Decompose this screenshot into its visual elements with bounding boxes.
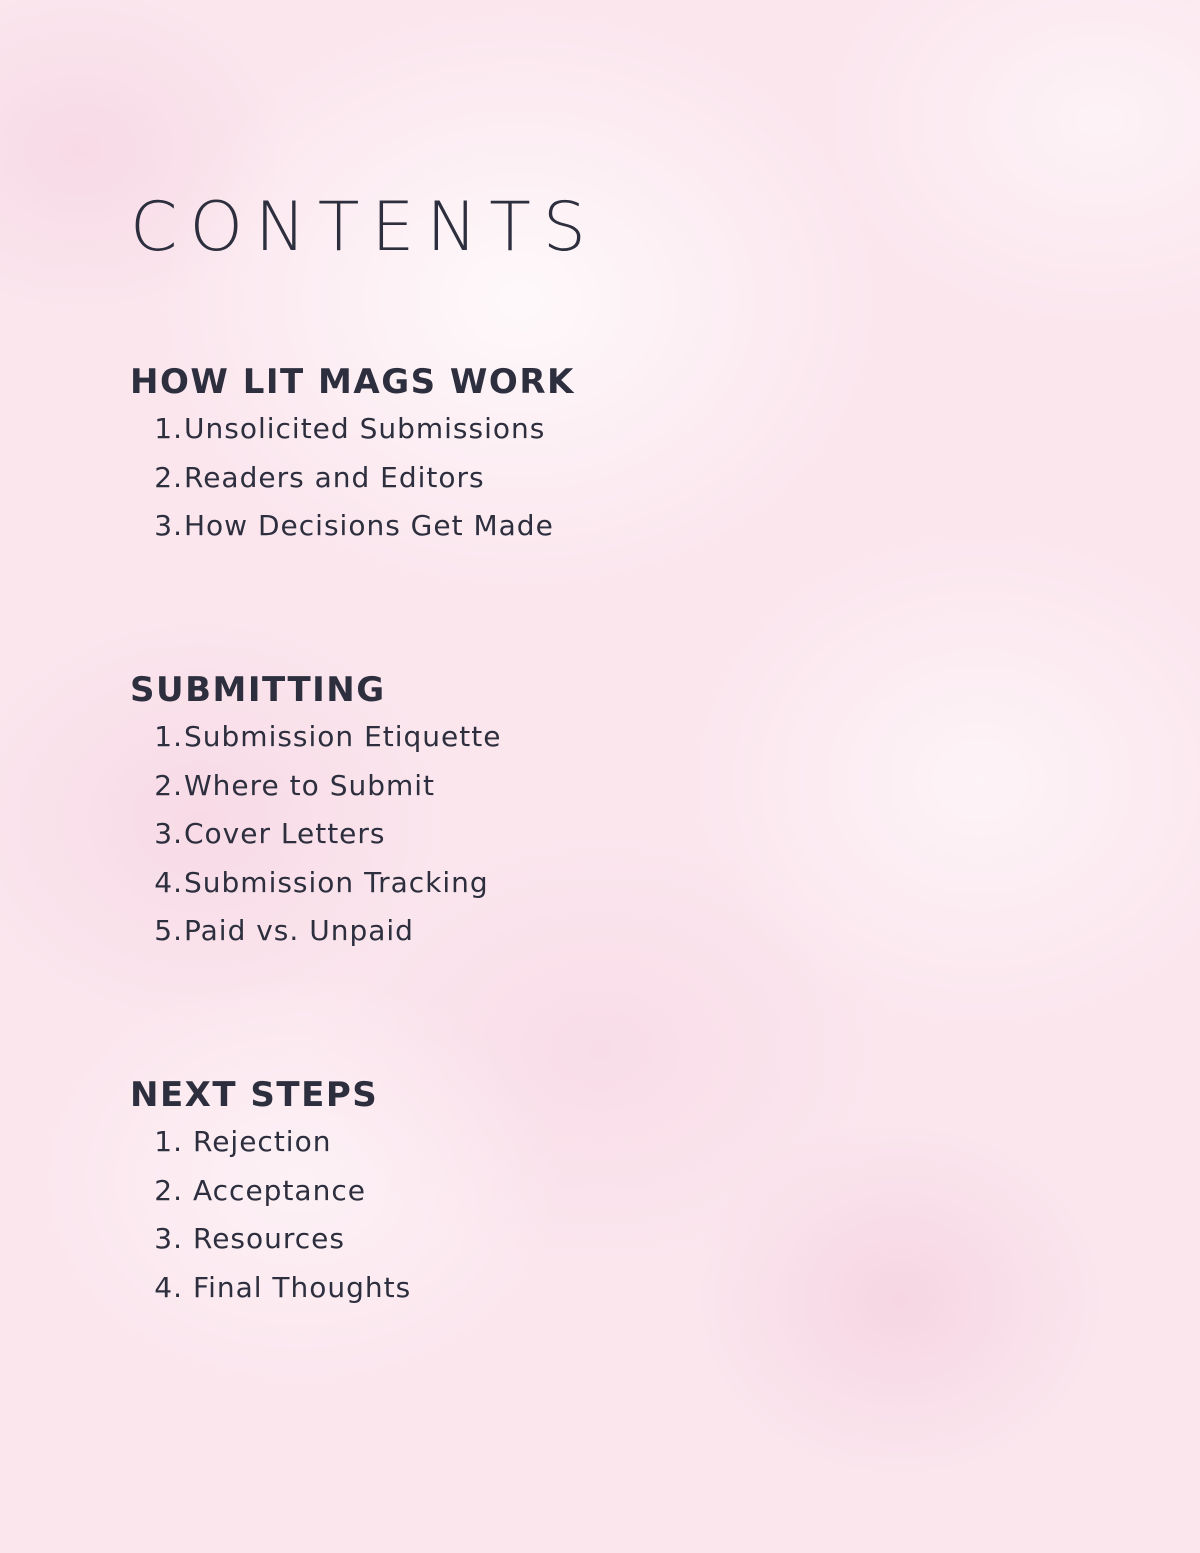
toc-item-number: 2. bbox=[154, 460, 183, 494]
toc-item-number: 1. bbox=[154, 720, 183, 753]
toc-item-number: 2. bbox=[154, 1173, 183, 1207]
toc-item-number: 3. bbox=[154, 817, 183, 850]
toc-list bbox=[130, 720, 501, 963]
toc-item-number: 1. bbox=[154, 412, 183, 445]
toc-item[interactable] bbox=[130, 1271, 411, 1320]
toc-item-label: Submission Etiquette bbox=[184, 720, 502, 753]
toc-list bbox=[130, 412, 575, 558]
section-heading: HOW LIT MAGS WORK bbox=[130, 362, 575, 402]
section-submitting bbox=[130, 668, 501, 963]
toc-item-label: Cover Letters bbox=[184, 817, 386, 850]
toc-item-number: 3. bbox=[154, 509, 183, 542]
toc-item-label: Rejection bbox=[193, 1125, 332, 1158]
toc-item[interactable] bbox=[130, 866, 501, 915]
toc-item-label: Unsolicited Submissions bbox=[184, 412, 546, 445]
toc-item-number: 5. bbox=[154, 914, 183, 947]
section-heading: NEXT STEPS bbox=[130, 1075, 379, 1115]
section-how-lit-mags-work bbox=[130, 360, 575, 558]
toc-item-label: Acceptance bbox=[193, 1173, 366, 1207]
toc-item[interactable] bbox=[130, 412, 575, 461]
toc-item-label: Paid vs. Unpaid bbox=[184, 914, 414, 947]
toc-item-number: 1. bbox=[154, 1125, 183, 1158]
toc-item-number: 4. bbox=[154, 865, 183, 899]
toc-item-label: How Decisions Get Made bbox=[184, 509, 554, 542]
toc-list bbox=[130, 1125, 411, 1319]
toc-item[interactable] bbox=[130, 1222, 411, 1271]
toc-item[interactable] bbox=[130, 769, 501, 818]
toc-item-label: Readers and Editors bbox=[184, 460, 485, 494]
toc-item-number: 4. bbox=[154, 1270, 183, 1304]
toc-item-number: 2. bbox=[154, 768, 183, 802]
toc-item[interactable] bbox=[130, 461, 575, 510]
toc-item[interactable] bbox=[130, 509, 575, 558]
section-next-steps bbox=[130, 1073, 411, 1319]
section-heading: SUBMITTING bbox=[130, 670, 386, 710]
toc-item[interactable] bbox=[130, 914, 501, 963]
toc-item-label: Where to Submit bbox=[184, 768, 436, 802]
toc-item-label: Resources bbox=[193, 1222, 345, 1255]
toc-item-label: Submission Tracking bbox=[184, 865, 489, 899]
toc-item-number: 3. bbox=[154, 1222, 183, 1255]
toc-item[interactable] bbox=[130, 1125, 411, 1174]
toc-item-label: Final Thoughts bbox=[193, 1270, 412, 1304]
toc-item[interactable] bbox=[130, 720, 501, 769]
toc-item[interactable] bbox=[130, 817, 501, 866]
toc-item[interactable] bbox=[130, 1174, 411, 1223]
page-title: CONTENTS bbox=[130, 188, 598, 267]
